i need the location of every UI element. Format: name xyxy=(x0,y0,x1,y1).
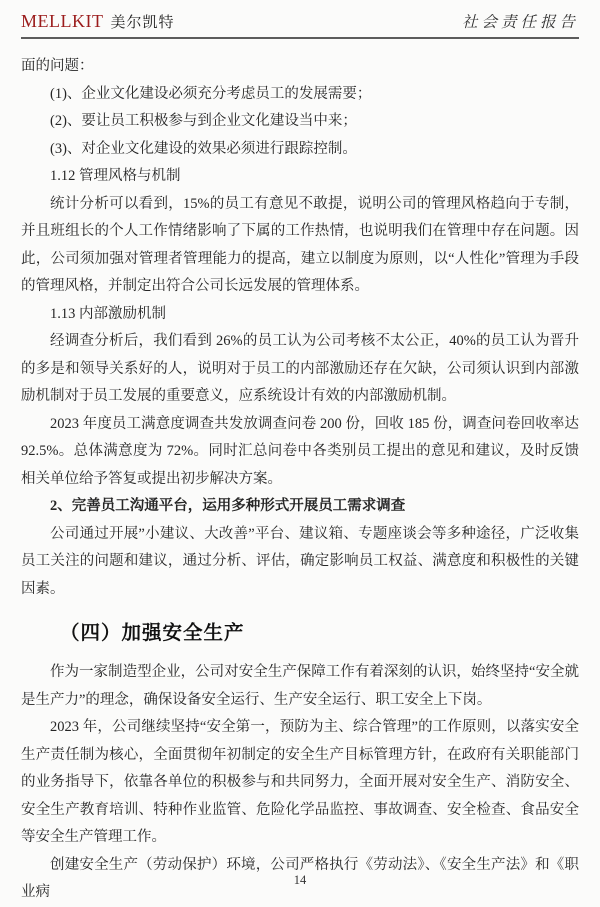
continued-paragraph-fragment: 面的问题： xyxy=(21,58,94,74)
section-1-12-title: 1.12 管理风格与机制 xyxy=(50,168,181,184)
page-number: 14 xyxy=(293,873,307,887)
safety-paragraph-3: 创建安全生产（劳动保护）环境，公司严格执行《劳动法》、《安全生产法》和《职业病 xyxy=(21,856,579,900)
section-4-heading: （四）加强安全生产 xyxy=(60,622,245,644)
culture-list-item-3: (3)、对企业文化建设的效果必须进行跟踪控制。 xyxy=(50,140,357,157)
brand-latin-text: MELLKIT xyxy=(21,11,104,31)
section-1-13-title: 1.13 内部激励机制 xyxy=(50,305,166,322)
document-body xyxy=(21,53,579,907)
safety-paragraph-1: 作为一家制造型企业，公司对安全生产保障工作有着深刻的认识，始终坚持“安全就是生产力”的理念，确保设备安全运行、生产安全运行、职工安全上下岗。 xyxy=(21,664,579,708)
culture-list-item-2: (2)、要让员工积极参与到企业文化建设当中来； xyxy=(50,113,357,129)
report-title: 社会责任报告 xyxy=(461,14,579,31)
brand-chinese-text: 美尔凯特 xyxy=(110,15,175,31)
subsection-2-title: 2、完善员工沟通平台，运用多种形式开展员工需求调查 xyxy=(50,498,406,514)
company-logo xyxy=(21,11,175,32)
section-1-12-paragraph: 统计分析可以看到，15%的员工有意见不敢提，说明公司的管理风格趋向于专制，并且班组长的个人工作情绪影响了下属的工作热情，也说明我们在管理中存在问题。因此，公司须加强对管理者管理能力的提高，建立以制度为原则，以“人性化”管理为手段的管理风格，并制定出符合公司长远发展的管理体系。 xyxy=(21,195,579,294)
safety-paragraph-2: 2023 年，公司继续坚持“安全第一，预防为主、综合管理”的工作原则，以落实安全生产责任制为核心，全面贯彻年初制定的安全生产目标管理方针，在政府有关职能部门的业务指导下，依靠各单位的积极参与和共同努力，全面开展对安全生产、消防安全、安全生产教育培训、特种作业监管、危险化学品监控、事故调查、安全检查、食品安全等安全生产管理工作。 xyxy=(21,719,579,845)
page-header xyxy=(21,8,579,39)
culture-list-item-1: (1)、企业文化建设必须充分考虑员工的发展需要； xyxy=(50,85,372,102)
subsection-2-paragraph: 公司通过开展”小建议、大改善”平台、建议箱、专题座谈会等多种途径，广泛收集员工关注的问题和建议，通过分析、评估，确定影响员工权益、满意度和积极性的关键因素。 xyxy=(21,525,579,597)
section-1-13-paragraph: 经调查分析后，我们看到 26%的员工认为公司考核不太公正，40%的员工认为晋升的多是和领导关系好的人，说明对于员工的内部激励还存在欠缺，公司须认识到内部激励机制对于员工发展的重要意义，应系统设计有效的内部激励机制。 xyxy=(21,333,579,404)
satisfaction-survey-paragraph: 2023 年度员工满意度调查共发放调查问卷 200 份，回收 185 份，调查问卷回收率达 92.5%。总体满意度为 72%。同时汇总问卷中各类别员工提出的意见和建议，及时反馈相关单位给予答复或提出初步解决方案。 xyxy=(21,415,579,487)
